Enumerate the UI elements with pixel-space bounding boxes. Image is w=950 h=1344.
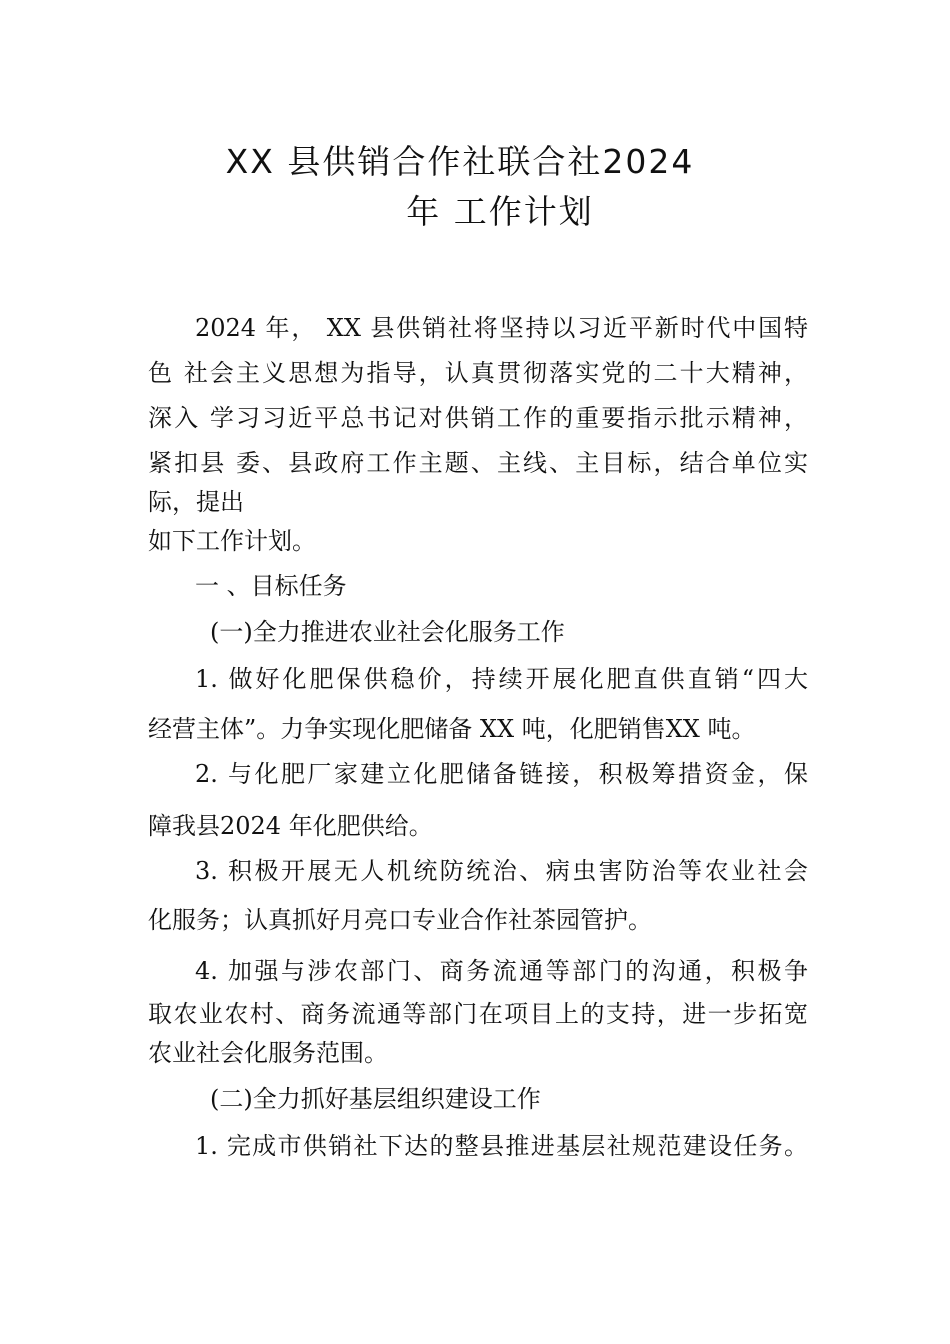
intro-line-2: 色 社会主义思想为指导，认真贯彻落实党的二十大精神，	[148, 359, 808, 387]
subsection-heading-2: (二)全力抓好基层组织建设工作	[210, 1085, 541, 1113]
subsection-heading-1: (一)全力推进农业社会化服务工作	[210, 618, 565, 646]
sub2-item-1-line-1: 1. 完成市供销社下达的整县推进基层社规范建设任务。	[195, 1132, 808, 1160]
intro-line-6: 如下工作计划。	[148, 527, 316, 555]
item-4-line-2: 取农业农村、商务流通等部门在项目上的支持，进一步拓宽	[148, 1000, 808, 1028]
item-4-line-1: 4. 加强与涉农部门、商务流通等部门的沟通，积极争	[195, 957, 808, 985]
item-3-line-2: 化服务；认真抓好月亮口专业合作社茶园管护。	[148, 906, 652, 934]
item-4-line-3: 农业社会化服务范围。	[148, 1039, 388, 1067]
intro-line-4: 紧扣县 委、县政府工作主题、主线、主目标，结合单位实	[148, 449, 808, 477]
item-3-line-1: 3. 积极开展无人机统防统治、病虫害防治等农业社会	[195, 857, 808, 885]
document-title-line-2: 年 工作计划	[406, 192, 594, 231]
section-heading-1: 一 、目标任务	[195, 572, 347, 600]
item-2-line-2: 障我县2024 年化肥供给。	[148, 812, 433, 840]
item-2-line-1: 2. 与化肥厂家建立化肥储备链接，积极筹措资金，保	[195, 760, 808, 788]
intro-line-3: 深入 学习习近平总书记对供销工作的重要指示批示精神，	[148, 404, 808, 432]
document-title-line-1: XX 县供销合作社联合社2024	[225, 142, 695, 181]
intro-line-5: 际，提出	[148, 488, 244, 516]
intro-line-1: 2024 年， XX 县供销社将坚持以习近平新时代中国特	[195, 314, 808, 342]
item-1-line-1: 1. 做好化肥保供稳价，持续开展化肥直供直销“四大	[195, 665, 808, 693]
item-1-line-2: 经营主体”。力争实现化肥储备 XX 吨，化肥销售XX 吨。	[148, 715, 756, 743]
